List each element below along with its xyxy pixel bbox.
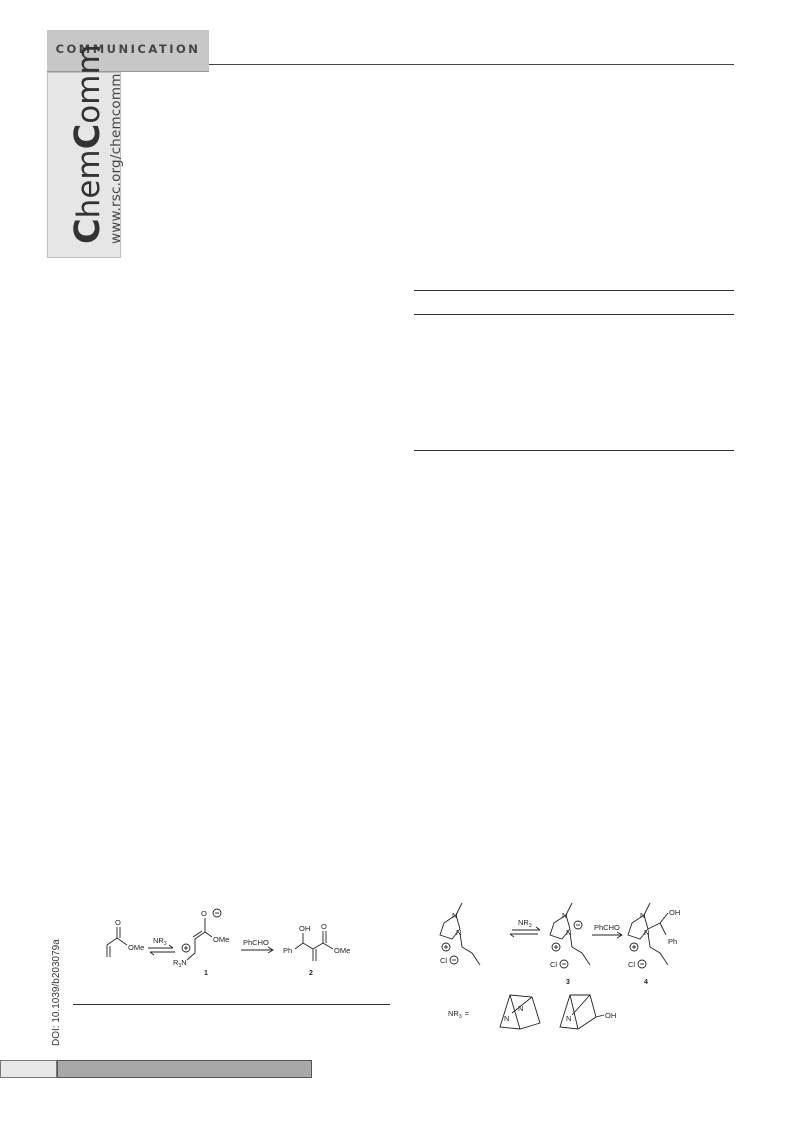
ring3-butyl [648, 933, 668, 965]
compound-4-label: 4 [644, 979, 648, 986]
enolate-ome-bond [205, 932, 212, 937]
ring1-n-bot: N [456, 928, 462, 937]
ome-label-3: OMe [334, 946, 351, 955]
journal-side-text [68, 44, 124, 244]
eq-arrow-fwd-head [169, 945, 173, 948]
quinuclidine-bridge [570, 995, 578, 1029]
reagent-nr3: $NR_3$ [153, 936, 167, 947]
dabco-n-top: N [518, 1004, 524, 1013]
quinuclidine-oh-bond [596, 1015, 604, 1017]
eq-arrow-rev-head [150, 952, 154, 955]
doi[interactable]: DOI: 10.1039/b203079a [51, 939, 62, 1046]
ome-label-2: OMe [213, 935, 230, 944]
aldehyde-label-1: PhCHO [243, 938, 269, 947]
dabco-n-bot: N [504, 1014, 510, 1023]
cl-label-3: Cl [628, 960, 636, 969]
section-label: COMMUNICATION [55, 42, 201, 56]
enolate-double [193, 931, 202, 937]
nr3-def-label: $NR_3$ = [448, 1009, 470, 1020]
quinuclidine-bridge-2 [572, 995, 590, 1015]
compound-3-label: 3 [566, 979, 570, 986]
ring2-butyl [570, 933, 590, 965]
eq2-fwd-head [536, 927, 540, 930]
ring3-n-bot: N [644, 928, 650, 937]
ring2-n-top: N [562, 911, 568, 920]
reagent2-nr3: $NR_3$ [518, 918, 532, 929]
aldehyde-label-2: PhCHO [594, 923, 620, 932]
journal-brand: ChemComm [68, 44, 108, 244]
oh-label-2: OH [669, 908, 681, 917]
compound-2-label: 2 [309, 970, 313, 977]
table-header-rule [414, 314, 734, 315]
journal-url[interactable]: www.rsc.org/chemcomm [108, 73, 124, 244]
compound-1-label: 1 [204, 970, 208, 977]
enolate-o: O [201, 909, 207, 918]
cl-label-2: Cl [550, 960, 558, 969]
ring2-n-bot: N [566, 928, 572, 937]
acrylate-o: O [115, 918, 121, 927]
scheme-2-graphic [432, 895, 692, 1045]
eq2-rev-head [510, 934, 514, 937]
ring3-ph-bond [660, 923, 666, 935]
header-rule [209, 64, 734, 65]
cl-label-1: Cl [440, 956, 448, 965]
scheme-1-rule [73, 1004, 390, 1005]
product-o: O [321, 922, 327, 931]
ring1-butyl [460, 933, 480, 965]
ome-label-1: OMe [128, 943, 145, 952]
ph-label-2: Ph [668, 937, 678, 946]
footer-page-box [0, 1060, 57, 1078]
ph-label-1: Ph [283, 946, 293, 955]
product-chain [295, 943, 333, 949]
ring3-n-top: N [640, 911, 646, 920]
footer-bar [57, 1060, 312, 1078]
table-top-rule [414, 290, 734, 291]
table-bottom-rule [414, 450, 734, 451]
scheme-1-graphic [95, 905, 360, 980]
oh-label-3: OH [605, 1011, 617, 1020]
ring1-n-top: N [452, 911, 458, 920]
oh-label-1: OH [299, 924, 311, 933]
ring3-carbinol [648, 913, 668, 929]
quinuclidine-n: N [566, 1014, 572, 1023]
r3n-label: $R_3N$ [173, 958, 187, 969]
quinuclidine-cage [560, 995, 596, 1029]
